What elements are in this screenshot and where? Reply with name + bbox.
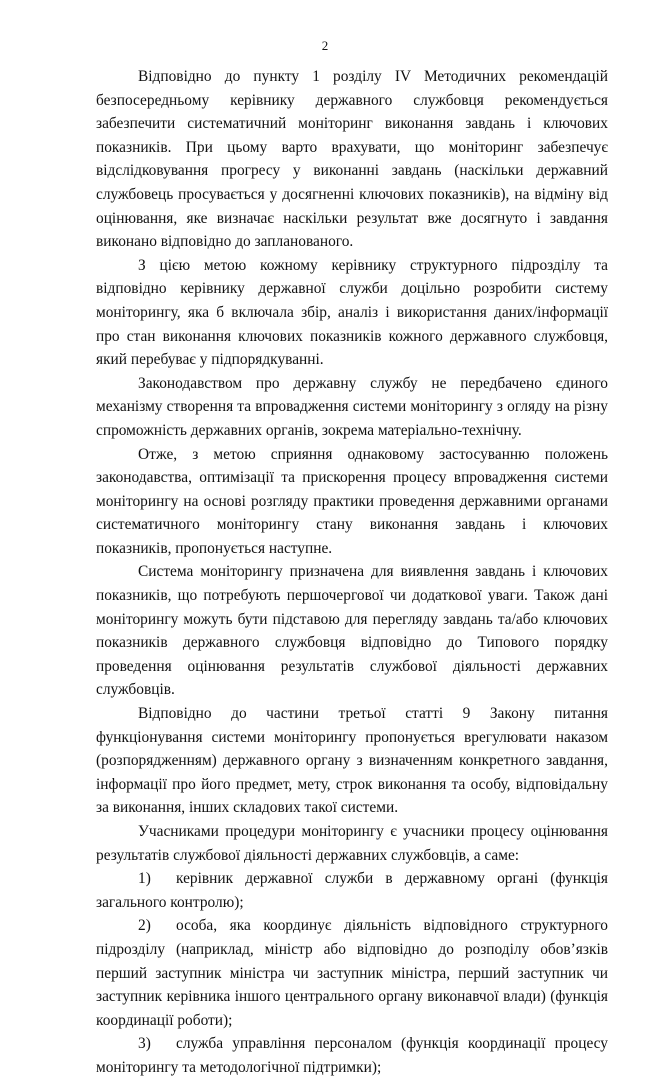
paragraph: Законодавством про державну службу не передбачено єдиного механізму створення та впровадження системи моніторингу з огляду на різну спроможність державних органів, зокрема матеріально-технічну. bbox=[96, 374, 608, 439]
document-body bbox=[96, 65, 608, 1080]
paragraph: Учасниками процедури моніторингу є учасники процесу оцінювання результатів службової діяльності державних службовців, а саме: bbox=[96, 823, 608, 864]
list-item-text: служба управління персоналом (функція координації процесу моніторингу та методологічної підтримки); bbox=[96, 1035, 608, 1076]
paragraph: Отже, з метою сприяння однаковому застосуванню положень законодавства, оптимізації та прискорення процесу впровадження системи моніторингу на основі розгляду практики проведення державними органами систематичного моніторингу стану виконання завдань і ключових показників, пропонується наступне. bbox=[96, 445, 608, 557]
list-item-number: 3) bbox=[138, 1035, 151, 1053]
paragraph: Система моніторингу призначена для виявлення завдань і ключових показників, що потребують першочергової чи додаткової уваги. Також дані моніторингу можуть бути підставою для перегляду завдань та/або ключових показників державного службовця відповідно до Типового порядку проведення оцінювання результатів службової діяльності державних службовців. bbox=[96, 563, 608, 699]
list-item-text: керівник державної служби в державному органі (функція загального контролю); bbox=[96, 870, 608, 911]
list-item-number: 1) bbox=[138, 870, 151, 888]
paragraph: Відповідно до пункту 1 розділу IV Методичних рекомендацій безпосередньому керівнику державного службовця рекомендується забезпечити систематичний моніторинг виконання завдань і ключових показників. При цьому варто врахувати, що моніторинг забезпечує відслідковування прогресу у виконанні завдань (наскільки державний службовець просувається у досягненні ключових показників), на відміну від оцінювання, яке визначає наскільки результат вже досягнуто і завдання виконано відповідно до запланованого. bbox=[96, 68, 608, 251]
list-item bbox=[96, 867, 608, 914]
paragraph: З цією метою кожному керівнику структурного підрозділу та відповідно керівнику державної служби доцільно розробити систему моніторингу, яка б включала збір, аналіз і використання даних/інформації про стан виконання ключових показників кожного державного службовця, який перебуває у підпорядкуванні. bbox=[96, 256, 608, 369]
paragraph: Відповідно до частини третьої статті 9 Закону питання функціонування системи моніторингу пропонується врегулювати наказом (розпорядженням) державного органу з визначенням конкретного завдання, інформації про його предмет, мету, строк виконання та особу, відповідальну за виконання, інших складових такої системи. bbox=[96, 705, 608, 817]
page-number: 2 bbox=[321, 38, 329, 53]
list-item bbox=[96, 1032, 608, 1079]
list-item-number: 2) bbox=[138, 917, 151, 935]
list-item bbox=[96, 914, 608, 1032]
list-item-text: особа, яка координує діяльність відповідного структурного підрозділу (наприклад, міністр або відповідно до розподілу обов’язків перший заступник міністра чи заступник міністра, перший заступник чи заступник керівника іншого центрального органу виконавчої влади) (функція координації роботи); bbox=[96, 917, 608, 1029]
